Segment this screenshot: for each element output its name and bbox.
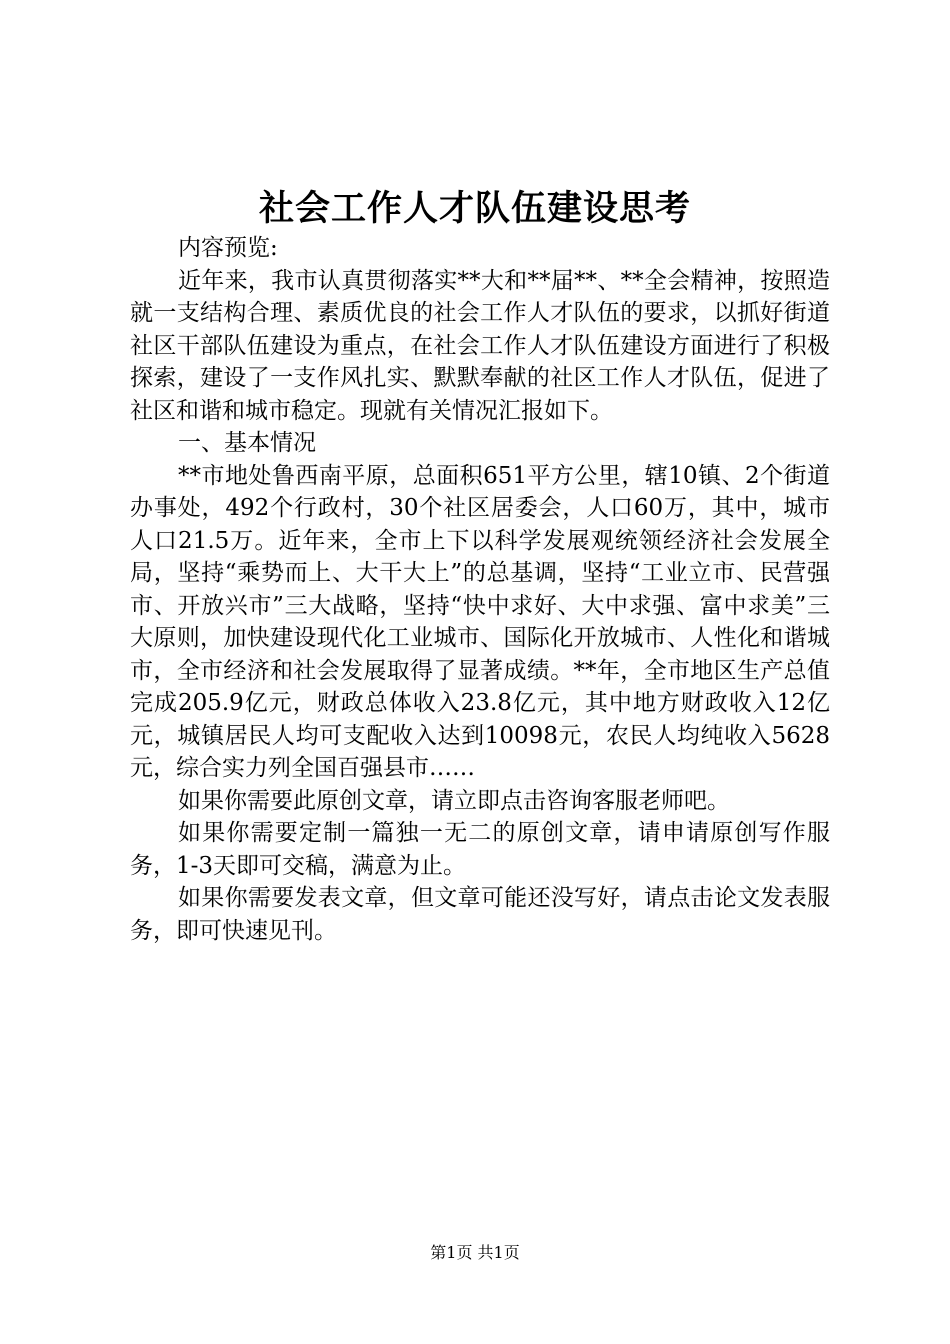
document-body: [130, 232, 830, 947]
publish-service-paragraph: 如果你需要发表文章，但文章可能还没写好，请点击论文发表服务，即可快速见刊。: [130, 885, 830, 944]
custom-writing-paragraph: 如果你需要定制一篇独一无二的原创文章，请申请原创写作服务，1-3天即可交稿，满意为止。: [130, 820, 830, 879]
basic-situation-paragraph: **市地处鲁西南平原，总面积651平方公里，辖10镇、2个街道办事处，492个行政村，30个社区居委会，人口60万，其中，城市人口21.5万。近年来，全市上下以科学发展观统领经济社会发展全局，坚持“乘势而上、大干大上”的总基调，坚持“工业立市、民营强市、开放兴市”三大战略，坚持“快中求好、大中求强、富中求美”三大原则，加快建设现代化工业城市、国际化开放城市、人性化和谐城市，全市经济和社会发展取得了显著成绩。**年，全市地区生产总值完成205.9亿元，财政总体收入23.8亿元，其中地方财政收入12亿元，城镇居民人均可支配收入达到10098元，农民人均纯收入5628元，综合实力列全国百强县市……: [130, 462, 830, 781]
section-heading-basic-situation: 一、基本情况: [178, 430, 316, 456]
intro-paragraph: 近年来，我市认真贯彻落实**大和**届**、**全会精神，按照造就一支结构合理、素质优良的社会工作人才队伍的要求，以抓好街道社区干部队伍建设为重点，在社会工作人才队伍建设方面进行了积极探索，建设了一支作风扎实、默默奉献的社区工作人才队伍，促进了社区和谐和城市稳定。现就有关情况汇报如下。: [130, 267, 830, 424]
consult-service-paragraph: 如果你需要此原创文章，请立即点击咨询客服老师吧。: [178, 787, 730, 814]
document-title: 社会工作人才队伍建设思考: [258, 188, 691, 229]
preview-label: 内容预览:: [178, 235, 278, 261]
page-number: 第1页 共1页: [430, 1243, 520, 1262]
